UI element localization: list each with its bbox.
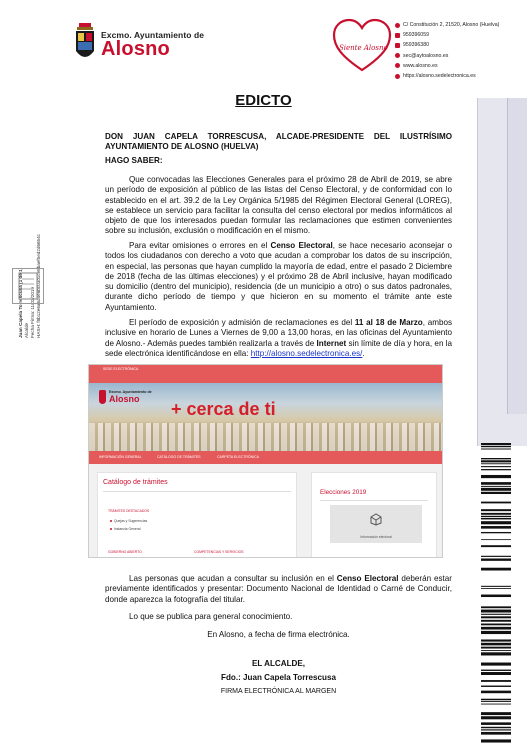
sede-link[interactable]: http://alosno.sedelectronica.es/ (250, 348, 363, 358)
paragraph-1: Que convocadas las Elecciones Generales para el próximo 28 de Abril de 2019, se abre un período de exposición al público de las listas del Censo Electoral, y de conformidad con lo establecido en el art. 39.2 de la Ley Orgánica 5/1985 del Régimen Electoral General (LOREG), se establece un servicio para facilitar la consulta del censo electoral por medios informáticos al objeto de que los interesados puedan formular las reclamaciones que estimen convenientes sobre su inclusión, exclusión o modificación en el mismo. (105, 175, 452, 236)
contact-email[interactable]: sec@aytoalosno.es (395, 51, 499, 61)
web-nav-item[interactable]: CARPETA ELECTRÓNICA (217, 455, 259, 459)
web-crest-icon (99, 390, 106, 404)
verification-band-inner (507, 98, 527, 414)
web-nav (89, 451, 442, 464)
coat-of-arms-logo (74, 23, 96, 65)
web-slogan: + cerca de ti (171, 399, 276, 419)
web-elections-panel: Elecciones 2019 Información electoral (311, 472, 437, 558)
web-catalog-item[interactable]: Quejas y Sugerencias (114, 518, 148, 523)
signature-note: FIRMA ELECTRÓNICA AL MARGEN (220, 688, 337, 695)
contact-block (395, 20, 499, 81)
signature-seal-icon (12, 268, 44, 304)
hago-saber: HAGO SABER: (105, 156, 163, 165)
contact-address: C/ Constitución 2, 21520, Alosno (Huelva) (395, 20, 499, 30)
web-headbar (89, 373, 442, 383)
paragraph-6: En Alosno, a fecha de firma electrónica. (207, 630, 350, 639)
ballot-box-icon (369, 512, 383, 526)
web-nav-item[interactable]: INFORMACIÓN GENERAL (99, 455, 142, 459)
author-line: DON JUAN CAPELA TORRESCUSA, ALCADE-PRESIDENTE DEL ILUSTRÍSIMO AYUNTAMIENTO DE ALOSNO (HUELVA) (105, 132, 452, 152)
siente-alosno-heart-logo (331, 18, 393, 76)
web-hero (89, 383, 442, 451)
contact-fax: 959396380 (395, 40, 499, 50)
signature-margin-text: Juan Capela Torrescusa (1 de 1) Alcalde Fecha Firma: 11/03/2019 HASH: f8b12e6a6d4e8bc03d1ce8baef5ed2d6654c (18, 234, 41, 338)
heart-script-text: Siente Alosno (339, 44, 388, 52)
sede-icon (395, 74, 400, 79)
web-nav-item[interactable]: CATÁLOGO DE TRÁMITES (157, 455, 201, 459)
org-subtitle: Excmo. Ayuntamiento de (101, 30, 205, 40)
elections-info-button[interactable]: Información electoral (330, 505, 422, 543)
phone-icon (395, 33, 400, 38)
web-body (89, 464, 442, 557)
signature-title: EL ALCALDE, (251, 659, 306, 668)
verification-strip (477, 98, 527, 748)
barcode-icon (481, 443, 511, 743)
sede-screenshot (88, 364, 443, 558)
town-photo (89, 423, 442, 451)
email-icon (395, 53, 400, 58)
fax-icon (395, 43, 400, 48)
paragraph-5: Lo que se publica para general conocimiento. (129, 612, 293, 621)
paragraph-3: El período de exposición y admisión de reclamaciones es del 11 al 18 de Marzo, ambos inclusive en horario de Lunes a Viernes de 9,00 a 13,00 horas, en las oficinas del Ayuntamiento de Alosno.- Además puedes también realizarla a través de Internet sin límite de día y hora, en la sede electrónica identificándose en ella: http://alosno.sedelectronica.es/. (105, 318, 452, 358)
signature-margin (4, 100, 48, 345)
paragraph-2: Para evitar omisiones o errores en el Censo Electoral, se hace necesario aconsejar o todos los ciudadanos con derecho a voto que acudan a comprobar los datos de su inscripción, en especial, las personas que hayan cumplido la mayoría de edad, entre el pasado 2 Diciembre de 2018 (fecha de las últimas elecciones) y el próximo 28 de Abril inclusive, hayan modificado su domicilio (dentro del municipio), residencia (de un municipio a otro) o sus datos padronales, durante dicho período de tiempo y que hicieron en su momento el trámite ante este Ayuntamiento. (105, 241, 452, 312)
location-icon (395, 23, 400, 28)
signature-name: Fdo.: Juan Capela Torrescusa (221, 673, 336, 682)
contact-sede[interactable]: https://alosno.sedelectronica.es (395, 71, 499, 81)
web-logo: Excmo. Ayuntamiento de Alosno (99, 389, 159, 409)
web-catalog-item[interactable]: Instancia General (114, 526, 141, 531)
web-topbar: SEDE ELECTRÓNICA (89, 365, 442, 373)
document-title: EDICTO (235, 92, 292, 109)
contact-web[interactable]: www.alosno.es (395, 61, 499, 71)
paragraph-4: Las personas que acudan a consultar su inclusión en el Censo Electoral deberán estar previamente identificados y presentar: Documento Nacional de Identidad o Carné de Conducir, donde aparezca la fotografía del titular. (105, 574, 452, 604)
web-catalog-panel: Catálogo de trámites TRÁMITES DESTACADOS Quejas y Sugerencias Instancia General GOBIERNO ABIERTO COMPETENCIAS Y SERVICIOS (97, 472, 297, 558)
org-name: Alosno (101, 38, 170, 60)
web-icon (395, 63, 400, 68)
contact-phone: 959396059 (395, 30, 499, 40)
